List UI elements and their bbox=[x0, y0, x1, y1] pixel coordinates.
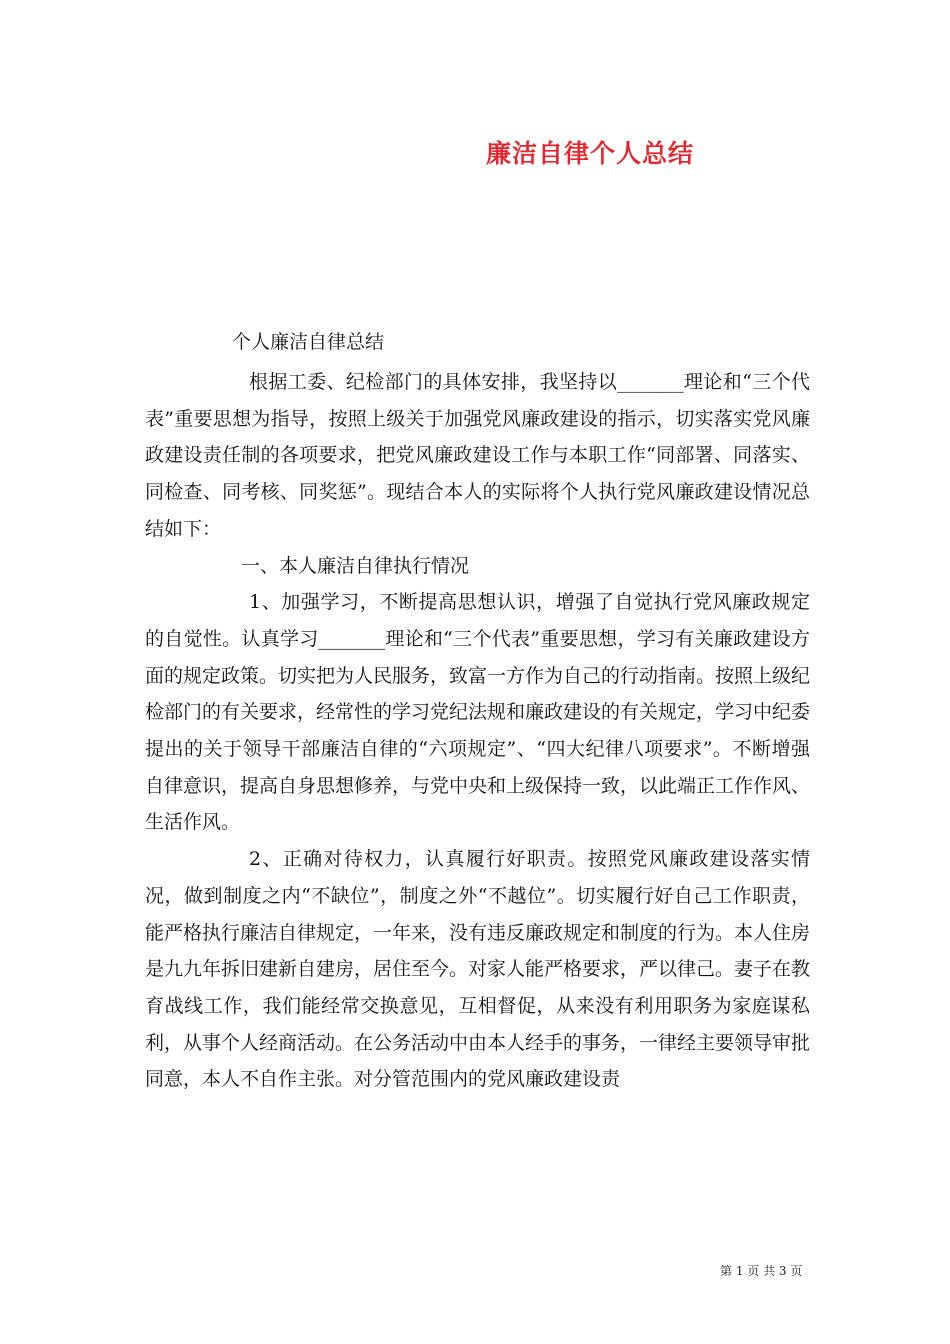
document-body bbox=[145, 364, 810, 1098]
section-heading: 一、本人廉洁自律执行情况 bbox=[241, 554, 470, 577]
body-paragraph-2: 2、正确对待权力，认真履行好职责。按照党风廉政建设落实情况，做到制度之内“不缺位”，制度之外“不越位”。切实履行好自己工作职责，能严格执行廉洁自律规定，一年来，没有违反廉政规定和制度的行为。本人住房是九九年拆旧建新自建房，居住至今。对家人能严格要求，严以律己。妻子在教育战线工作，我们能经常交换意见，互相督促，从来没有利用职务为家庭谋私利，从事个人经商活动。在公务活动中由本人经手的事务，一律经主要领导审批同意，本人不自作主张。对分管范围内的党风廉政建设责 bbox=[145, 848, 811, 1091]
body-paragraph-1: 1、加强学习，不断提高思想认识，增强了自觉执行党风廉政规定的自觉性。认真学习_______理论和“三个代表”重要思想，学习有关廉政建设方面的规定政策。切实把为人民服务，致富一方作为自己的行动指南。按照上级纪检部门的有关要求，经常性的学习党纪法规和廉政建设的有关规定，学习中纪委提出的关于领导干部廉洁自律的“六项规定”、“四大纪律八项要求”。不断增强自律意识，提高自身思想修养，与党中央和上级保持一致，以此端正工作作风、生活作风。 bbox=[145, 591, 811, 834]
page-footer: 第 1 页 共 3 页 bbox=[720, 1264, 803, 1278]
intro-paragraph: 根据工委、纪检部门的具体安排，我坚持以_______理论和“三个代表”重要思想为指导，按照上级关于加强党风廉政建设的指示，切实落实党风廉政建设责任制的各项要求，把党风廉政建设工作与本职工作“同部署、同落实、同检查、同考核、同奖惩”。现结合本人的实际将个人执行党风廉政建设情况总结如下： bbox=[145, 371, 810, 540]
document-title: 廉洁自律个人总结 bbox=[486, 139, 695, 168]
document-subtitle: 个人廉洁自律总结 bbox=[232, 331, 385, 353]
